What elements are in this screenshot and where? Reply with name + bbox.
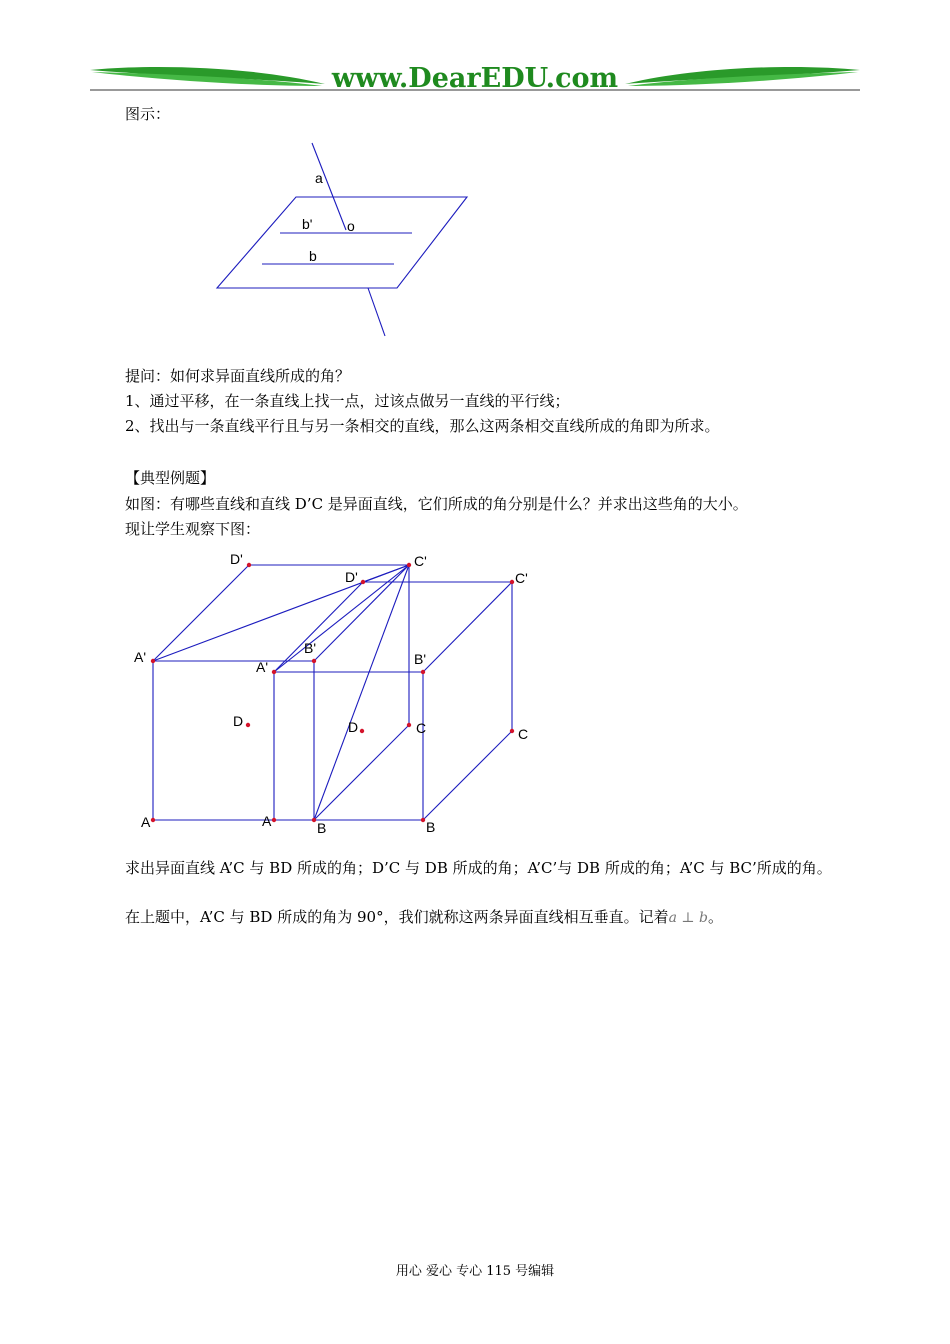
example-heading: 【典型例题】 <box>125 469 216 487</box>
label-A1-mid: A' <box>256 659 269 675</box>
label-A-mid: A <box>262 813 272 829</box>
label-B-right: B <box>426 819 436 835</box>
label-o: o <box>347 218 355 234</box>
label-B-mid: B <box>317 820 327 836</box>
label-a: a <box>315 170 323 186</box>
label-C-mid: C <box>416 720 427 736</box>
label-B1-right: B' <box>414 651 427 667</box>
label-C1-top: C' <box>414 553 427 569</box>
question-prompt: 提问：如何求异面直线所成的角？ <box>125 367 351 385</box>
example-observe: 现让学生观察下图： <box>125 520 261 538</box>
method-step-1: 1、通过平移，在一条直线上找一点，过该点做另一直线的平行线； <box>125 392 570 410</box>
label-D1-mid: D' <box>345 569 358 585</box>
label-D-left: D <box>233 713 244 729</box>
page-footer: 用心 爱心 专心 115 号编辑 <box>395 1264 555 1279</box>
label-C1-right: C' <box>515 570 528 586</box>
example-problem: 如图：有哪些直线和直线 D’C 是异面直线，它们所成的角分别是什么？并求出这些角的大小。 <box>125 495 748 513</box>
method-step-2: 2、找出与一条直线平行且与另一条相交的直线，那么这两条相交直线所成的角即为所求。 <box>125 417 720 435</box>
figure-intro-label: 图示： <box>125 105 171 123</box>
label-C-right: C <box>518 726 529 742</box>
site-title: www.DearEDU.com <box>331 63 619 94</box>
perpendicular-notation: a ⊥ b <box>668 910 708 926</box>
label-D1-left: D' <box>230 551 243 567</box>
label-b: b <box>309 248 317 264</box>
label-b-prime: b' <box>302 216 313 232</box>
label-B1-mid: B' <box>304 640 317 656</box>
task-text: 求出异面直线 A’C 与 BD 所成的角；D’C 与 DB 所成的角；A’C’与 DB 所成的角；A’C 与 BC’所成的角。 <box>125 859 832 877</box>
label-A-left: A <box>141 814 151 830</box>
conclusion-line <box>125 907 723 928</box>
conclusion-end: 。 <box>707 908 723 926</box>
label-A1-left: A' <box>134 649 147 665</box>
label-D-mid: D <box>348 719 359 735</box>
conclusion-text: 在上题中，A’C 与 BD 所成的角为 90°，我们就称这两条异面直线相互垂直。记着 <box>125 908 669 926</box>
